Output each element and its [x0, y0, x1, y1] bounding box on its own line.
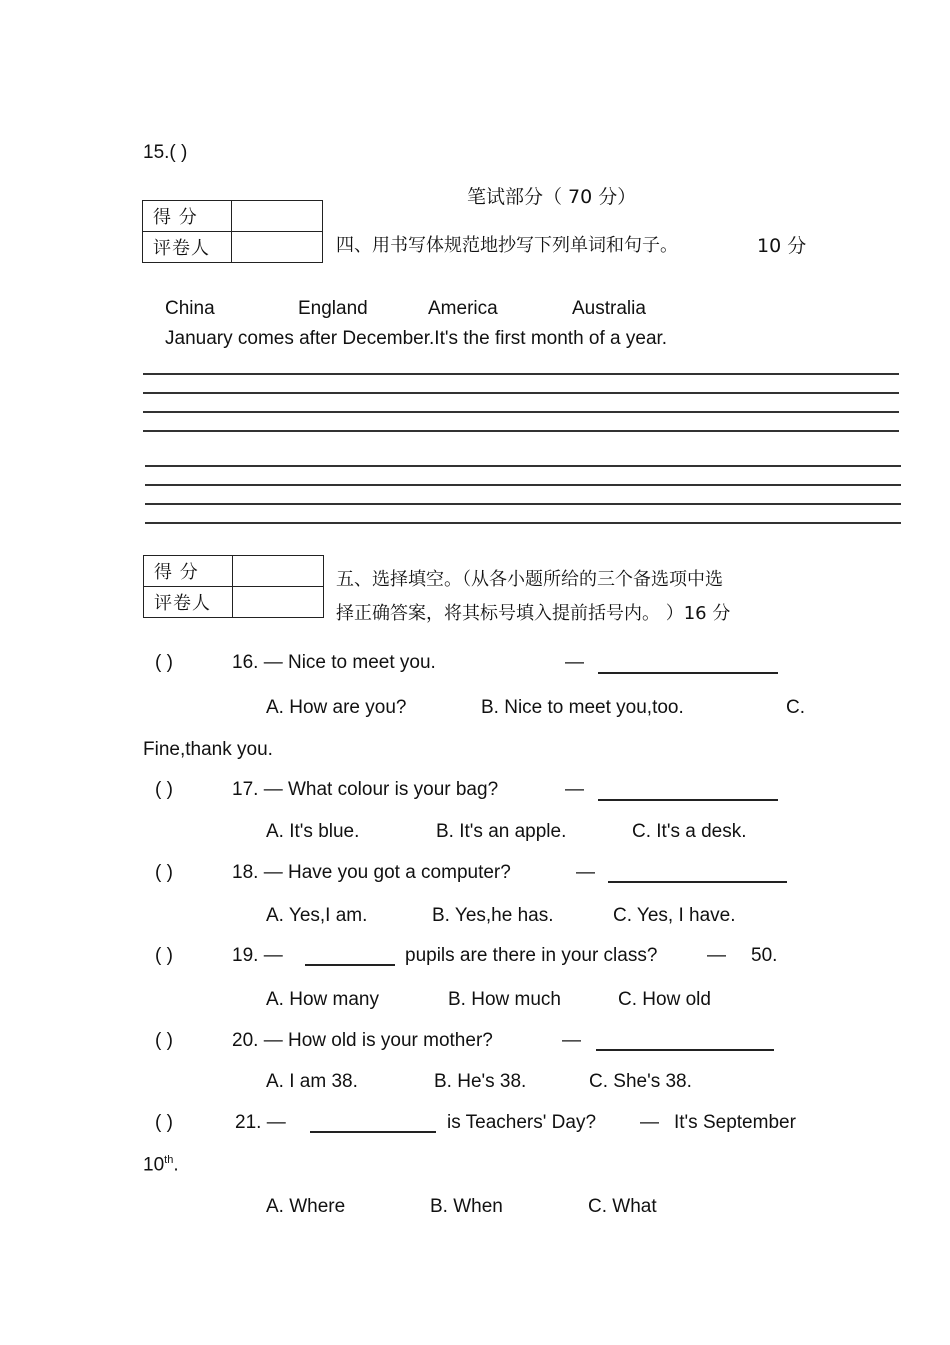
score-box	[143, 555, 324, 618]
question-stem-rest: pupils are there in your class?	[405, 945, 658, 966]
question-stem: 17. — What colour is your bag?	[232, 779, 499, 800]
section5-instruction-line2: 择正确答案，将其标号填入提前括号内。 ）16 分	[336, 603, 731, 624]
answer-dash: —	[707, 945, 726, 966]
option-a[interactable]: A. Yes,I am.	[266, 905, 368, 926]
writing-line	[145, 465, 901, 467]
answer-paren[interactable]: ( )	[155, 862, 173, 883]
answer-paren[interactable]: ( )	[155, 652, 173, 673]
answer-dash: —	[640, 1112, 659, 1133]
writing-line	[143, 373, 899, 375]
question-stem: 18. — Have you got a computer?	[232, 862, 511, 883]
question-15: 15.( )	[143, 142, 188, 163]
answer-blank[interactable]	[598, 672, 778, 674]
answer-blank[interactable]	[598, 799, 778, 801]
writing-line	[143, 430, 899, 432]
answer-paren[interactable]: ( )	[155, 945, 173, 966]
answer-dash: —	[576, 862, 595, 883]
option-c-text: Fine,thank you.	[143, 739, 273, 760]
word-england: England	[298, 298, 368, 319]
given-answer: It's September	[674, 1112, 796, 1133]
answer-blank[interactable]	[596, 1049, 774, 1051]
option-c[interactable]: C. How old	[618, 989, 711, 1010]
option-c[interactable]: C. What	[588, 1196, 657, 1217]
writing-line	[145, 484, 901, 486]
score-label: 得 分	[144, 556, 233, 587]
option-a[interactable]: A. Where	[266, 1196, 346, 1217]
option-a[interactable]: A. How are you?	[266, 697, 407, 718]
answer-dash: —	[562, 1030, 581, 1051]
question-stem: 19. —	[232, 945, 283, 966]
given-answer: 50.	[751, 945, 778, 966]
word-america: America	[428, 298, 498, 319]
question-stem: 16. — Nice to meet you.	[232, 652, 436, 673]
section4-points: 10 分	[757, 235, 807, 257]
question-stem: 20. — How old is your mother?	[232, 1030, 493, 1051]
question-stem-rest: is Teachers' Day?	[447, 1112, 597, 1133]
option-b[interactable]: B. He's 38.	[434, 1071, 527, 1092]
option-b[interactable]: B. It's an apple.	[436, 821, 567, 842]
answer-paren[interactable]: ( )	[155, 779, 173, 800]
copy-sentence: January comes after December.It's the first month of a year.	[165, 328, 668, 349]
word-china: China	[165, 298, 215, 319]
score-field[interactable]	[233, 556, 324, 587]
option-b[interactable]: B. When	[430, 1196, 503, 1217]
answer-dash: —	[565, 652, 584, 673]
option-b[interactable]: B. Yes,he has.	[432, 905, 554, 926]
score-label: 得 分	[143, 201, 232, 232]
answer-paren[interactable]: ( )	[155, 1112, 173, 1133]
question-stem: 21. —	[235, 1112, 286, 1133]
date-number: 10	[143, 1154, 165, 1176]
option-c[interactable]: C.	[786, 697, 805, 718]
grader-label: 评卷人	[143, 232, 232, 263]
writing-line	[145, 503, 901, 505]
section4-instruction: 四、用书写体规范地抄写下列单词和句子。	[336, 235, 678, 256]
answer-dash: —	[565, 779, 584, 800]
option-b[interactable]: B. Nice to meet you,too.	[481, 697, 684, 718]
writing-line	[143, 411, 899, 413]
date-suffix: th	[164, 1154, 174, 1166]
option-c[interactable]: C. Yes, I have.	[613, 905, 736, 926]
grader-field[interactable]	[232, 232, 323, 263]
answer-blank[interactable]	[608, 881, 787, 883]
word-australia: Australia	[572, 298, 646, 319]
grader-field[interactable]	[233, 587, 324, 618]
option-c[interactable]: C. It's a desk.	[632, 821, 747, 842]
answer-blank[interactable]	[310, 1131, 436, 1133]
option-a[interactable]: A. I am 38.	[266, 1071, 358, 1092]
score-field[interactable]	[232, 201, 323, 232]
score-box	[142, 200, 323, 263]
date-period: .	[173, 1154, 179, 1176]
writing-line	[145, 522, 901, 524]
writing-line	[143, 392, 899, 394]
option-c[interactable]: C. She's 38.	[589, 1071, 692, 1092]
answer-blank[interactable]	[305, 964, 395, 966]
written-part-title: 笔试部分（ 70 分）	[467, 186, 637, 208]
option-a[interactable]: A. How many	[266, 989, 379, 1010]
answer-paren[interactable]: ( )	[155, 1030, 173, 1051]
grader-label: 评卷人	[144, 587, 233, 618]
option-b[interactable]: B. How much	[448, 989, 561, 1010]
option-a[interactable]: A. It's blue.	[266, 821, 360, 842]
given-answer-date	[143, 1154, 179, 1176]
section5-instruction-line1: 五、选择填空。（从各小题所给的三个备选项中选	[336, 569, 723, 590]
